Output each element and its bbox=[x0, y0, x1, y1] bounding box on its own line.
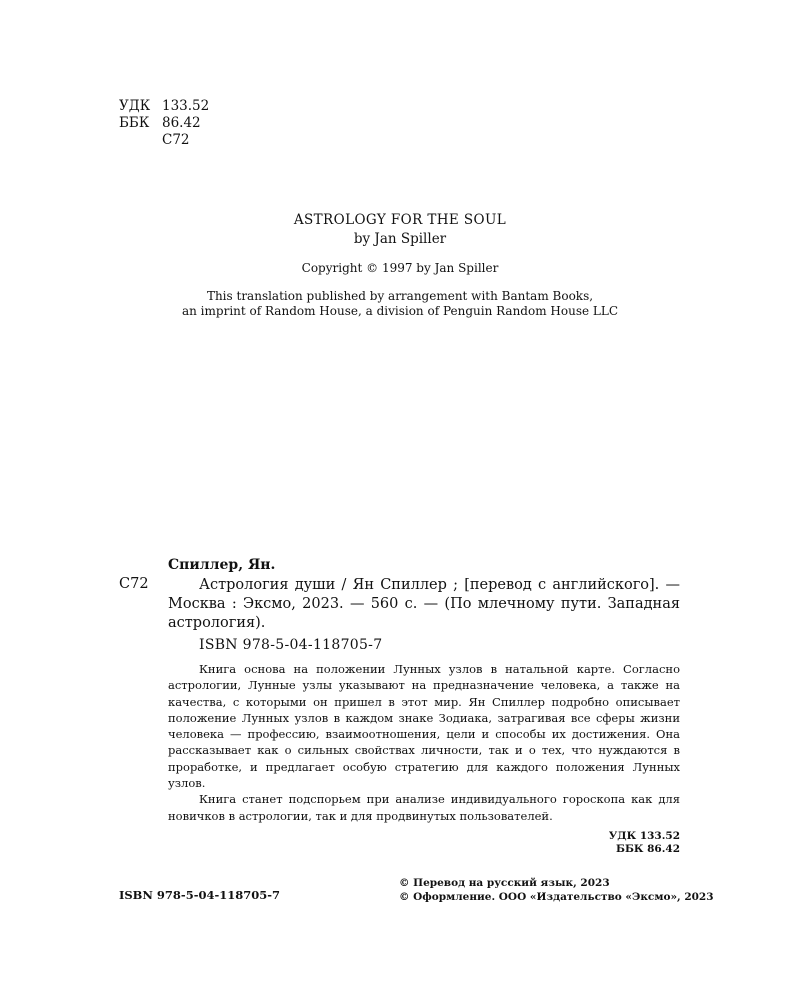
annotation-paragraph-2: Книга станет подспорьем при анализе индивидуального гороскопа как для новичков в астрологии, так и для продвинутых пользователей. bbox=[168, 792, 680, 823]
translation-notice bbox=[0, 289, 800, 319]
annotation bbox=[168, 661, 680, 824]
original-copyright: Copyright © 1997 by Jan Spiller bbox=[301, 261, 499, 275]
udk-row bbox=[119, 98, 209, 115]
footer-isbn: ISBN 978-5-04-118705-7 bbox=[119, 888, 281, 902]
card-author-heading: Спиллер, Ян. bbox=[168, 557, 276, 573]
card-author-mark: С72 bbox=[119, 576, 149, 592]
footer-udk: УДК 133.52 bbox=[608, 830, 680, 842]
udk-label: УДК bbox=[119, 98, 151, 114]
classification-block bbox=[119, 98, 209, 149]
footer-bbk: ББК 86.42 bbox=[615, 843, 680, 855]
original-title: ASTROLOGY FOR THE SOUL bbox=[293, 212, 507, 228]
udk-value: 133.52 bbox=[162, 98, 210, 114]
copyright-design: © Оформление. ООО «Издательство «Эксмо», 2023 bbox=[399, 890, 714, 903]
copyright-translation: © Перевод на русский язык, 2023 bbox=[399, 877, 610, 889]
footer-classification bbox=[500, 830, 680, 856]
translation-line-1: This translation published by arrangement with Bantam Books, bbox=[206, 289, 594, 303]
bbk-row bbox=[119, 115, 209, 132]
annotation-paragraph-1: Книга основа на положении Лунных узлов в натальной карте. Согласно астрологии, Лунные узлы указывают на предназначение человека, а также на качества, с которыми он пришел в этот мир. Ян Спиллер подробно описывает положение Лунных узлов в каждом знаке Зодиака, затрагивая все сферы жизни человека — профессию, взаимоотношения, цели и способы их достижения. Она рассказывает как о сильных свойствах личности, так и о тех, что нуждаются в проработке, и предлагает особую стратегию для каждого положения Лунных узлов. bbox=[168, 662, 680, 791]
bibliographic-description: Астрология души / Ян Спиллер ; [перевод с английского]. — Москва : Эксмо, 2023. — 560 с. — (По млечному пути. Западная астрология). bbox=[168, 577, 680, 631]
original-author: by Jan Spiller bbox=[353, 231, 447, 247]
card-isbn: ISBN 978-5-04-118705-7 bbox=[199, 637, 383, 653]
bbk-label: ББК bbox=[119, 115, 150, 131]
bbk-value: 86.42 bbox=[162, 115, 201, 131]
translation-line-2: an imprint of Random House, a division of Penguin Random House LLC bbox=[181, 304, 619, 318]
footer-copyrights bbox=[399, 877, 714, 904]
author-mark-top: С72 bbox=[162, 132, 190, 148]
